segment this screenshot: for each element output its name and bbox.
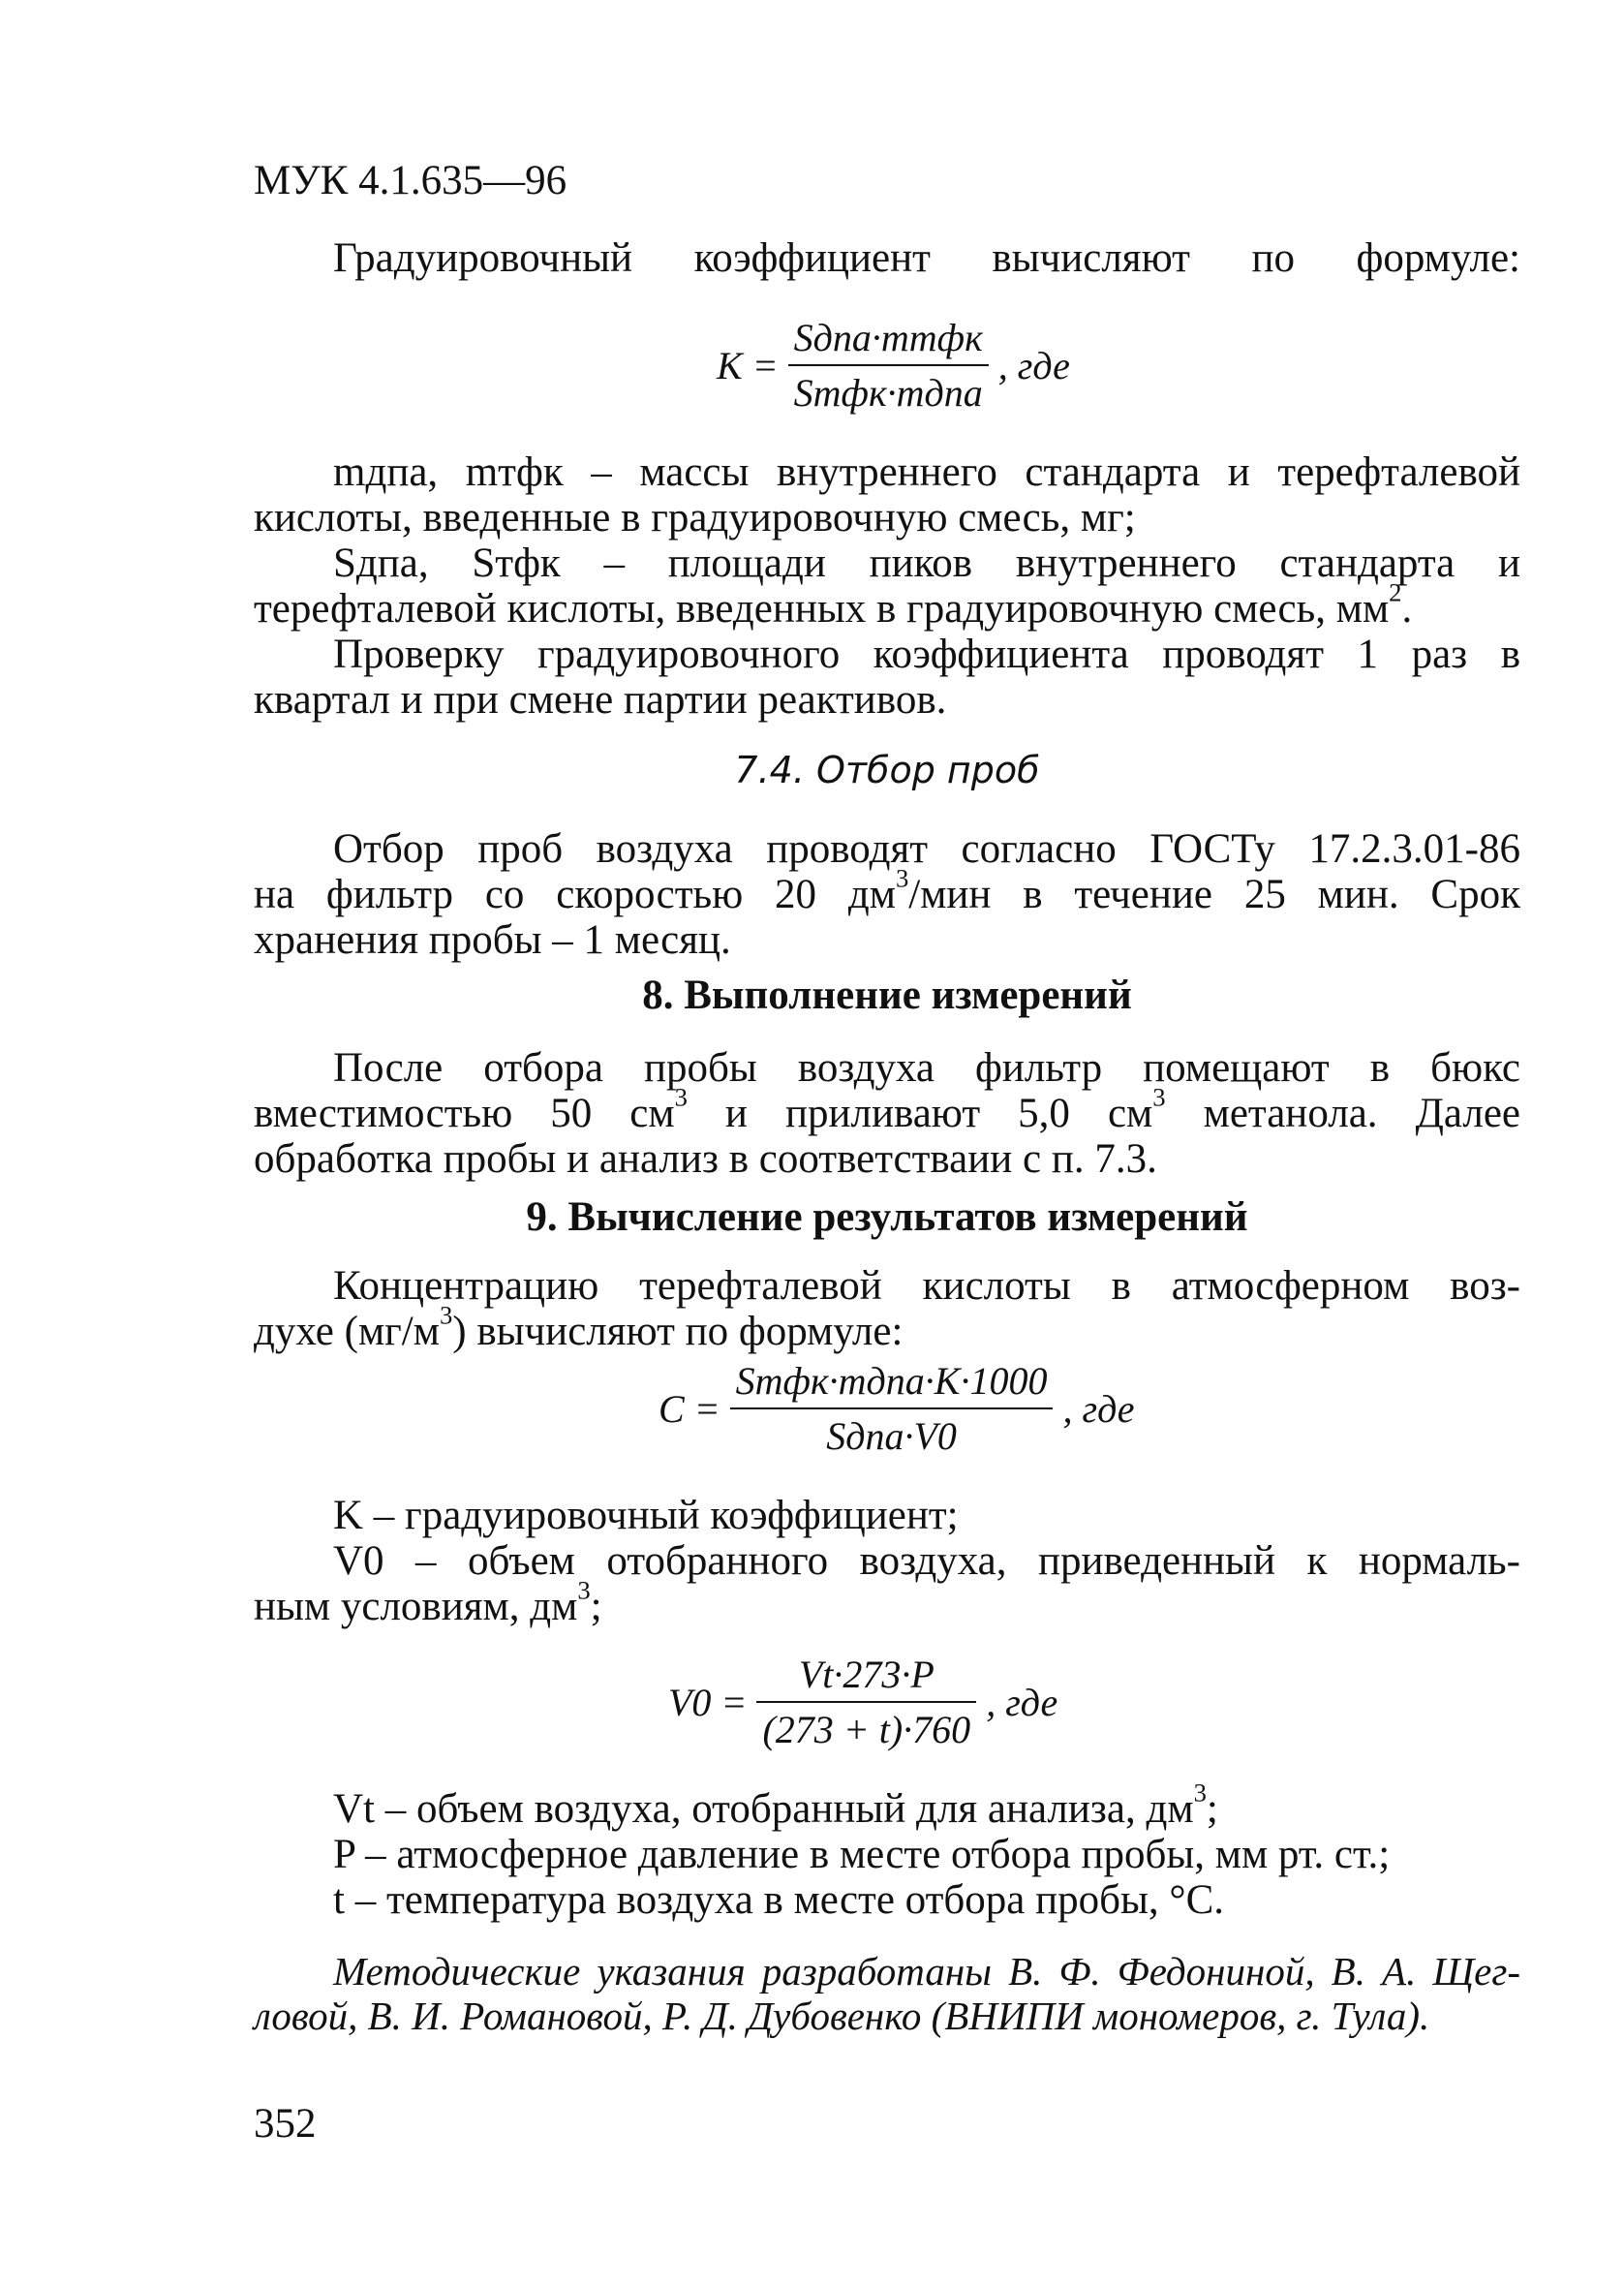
section-7-4-heading: 7.4. Отбор проб: [734, 749, 1040, 791]
formula-v0-fraction: [756, 1652, 976, 1752]
formula-c-numerator: Sтфк·mдпа·K·1000: [730, 1358, 1054, 1409]
definition-vt-end: ;: [1206, 1786, 1218, 1832]
credits-line-1: Методические указания разработаны В. Ф. Федониной, В. А. Щег-: [333, 1949, 1520, 1994]
sampling-line-2: [254, 863, 1520, 919]
page-number: 352: [254, 2101, 317, 2147]
sampling-line-1: Отбор проб воздуха проводят согласно ГОСТу 17.2.3.01-86: [333, 826, 1520, 872]
sampling-text-a: на фильтр со скоростью 20 дм: [254, 872, 896, 917]
definition-v0-line-1: V0 – объем отобранного воздуха, приведенный к нормаль-: [333, 1538, 1520, 1584]
formula-v0-suffix: , где: [986, 1680, 1058, 1724]
definition-vt: [254, 1778, 1218, 1834]
formula-k-denominator: Sтфк·mдпа: [793, 371, 983, 415]
definition-areas-line-2: терефталевой кислоты, введенных в градуировочную смесь, $мм^2$.: [254, 577, 1413, 632]
formula-c-suffix: , где: [1062, 1386, 1135, 1431]
intro-paragraph: Градуировочный коэффициент вычисляют по формуле:: [333, 235, 1520, 281]
formula-c-lhs: C =: [659, 1386, 720, 1431]
formula-calibration-coefficient: [717, 315, 1070, 416]
superscript-three: 3: [1193, 1778, 1207, 1808]
calibration-check-line-2: квартал и при смене партии реактивов.: [254, 677, 947, 723]
superscript-three: 3: [674, 1082, 688, 1112]
document-code-header: МУК 4.1.635—96: [254, 158, 567, 203]
formula-k-suffix: , где: [997, 343, 1070, 387]
calculation-text-a: духе (мг/м: [254, 1309, 440, 1354]
calculation-line-2: [254, 1300, 904, 1356]
definition-areas-text: терефталевой кислоты, введенных в градуировочную смесь, мм: [254, 586, 1390, 632]
measurement-text-a: вместимостью 50 см: [254, 1091, 675, 1136]
calculation-text-b: ) вычисляют по формуле:: [452, 1309, 904, 1354]
formula-k-lhs: K =: [717, 343, 779, 387]
formula-v0-numerator: Vt·273·P: [756, 1652, 976, 1703]
formula-c-fraction: [730, 1358, 1054, 1459]
measurement-text-b: и приливают 5,0 см: [687, 1091, 1153, 1136]
formula-concentration: [659, 1358, 1135, 1459]
formula-normalized-volume: [668, 1652, 1057, 1752]
definition-v0-text: ным условиям, дм: [254, 1584, 578, 1629]
formula-c-denominator: Sдпа·V0: [826, 1414, 957, 1458]
section-9-heading: 9. Вычисление результатов измерений: [526, 1194, 1248, 1240]
definition-k: K – градуировочный коэффициент;: [333, 1493, 959, 1538]
sampling-text-b: /мин в течение 25 мин. Срок: [908, 872, 1520, 917]
superscript-three: 3: [1152, 1082, 1166, 1112]
formula-v0-denominator: (273 + t)·760: [762, 1708, 971, 1751]
measurement-line-1: После отбора пробы воздуха фильтр помещают в бюкс: [333, 1045, 1520, 1091]
formula-v0-lhs: V0 =: [668, 1680, 748, 1724]
definition-masses-line-1: mдпа, mтфк – массы внутреннего стандарта и терефталевой: [333, 449, 1520, 495]
formula-k-fraction: [788, 315, 989, 416]
calibration-check-line-1: Проверку градуировочного коэффициента проводят 1 раз в: [333, 632, 1520, 677]
formula-k-numerator: Sдпа·mтфк: [788, 315, 989, 366]
definition-vt-text: Vt – объем воздуха, отобранный для анализа, дм: [333, 1786, 1194, 1832]
definition-v0-end: ;: [590, 1584, 602, 1629]
superscript-two: 2: [1389, 577, 1402, 607]
section-8-heading: 8. Выполнение измерений: [642, 973, 1132, 1018]
definition-masses-line-2: кислоты, введенные в градуировочную смесь, мг;: [254, 495, 1136, 541]
definition-areas-line-1: Sдпа, Sтфк – площади пиков внутреннего стандарта и: [333, 541, 1520, 586]
superscript-three: 3: [439, 1300, 453, 1330]
sampling-line-3: хранения пробы – 1 месяц.: [254, 917, 731, 963]
measurement-text-c: метанола. Далее: [1165, 1091, 1520, 1136]
measurement-line-2: [254, 1082, 1520, 1138]
measurement-line-3: обработка пробы и анализ в соответстваии с п. 7.3.: [254, 1136, 1157, 1182]
credits-line-2: ловой, В. И. Романовой, Р. Д. Дубовенко (ВНИПИ мономеров, г. Тула).: [254, 1994, 1430, 2038]
calculation-line-1: Концентрацию терефталевой кислоты в атмосферном воз-: [333, 1263, 1520, 1309]
definition-pressure: P – атмосферное давление в месте отбора пробы, мм рт. ст.;: [333, 1832, 1391, 1877]
definition-v0-line-2: [254, 1575, 602, 1631]
definition-temperature: t – температура воздуха в месте отбора пробы, °C.: [333, 1877, 1225, 1923]
superscript-three: 3: [577, 1575, 591, 1605]
superscript-three: 3: [895, 863, 909, 893]
